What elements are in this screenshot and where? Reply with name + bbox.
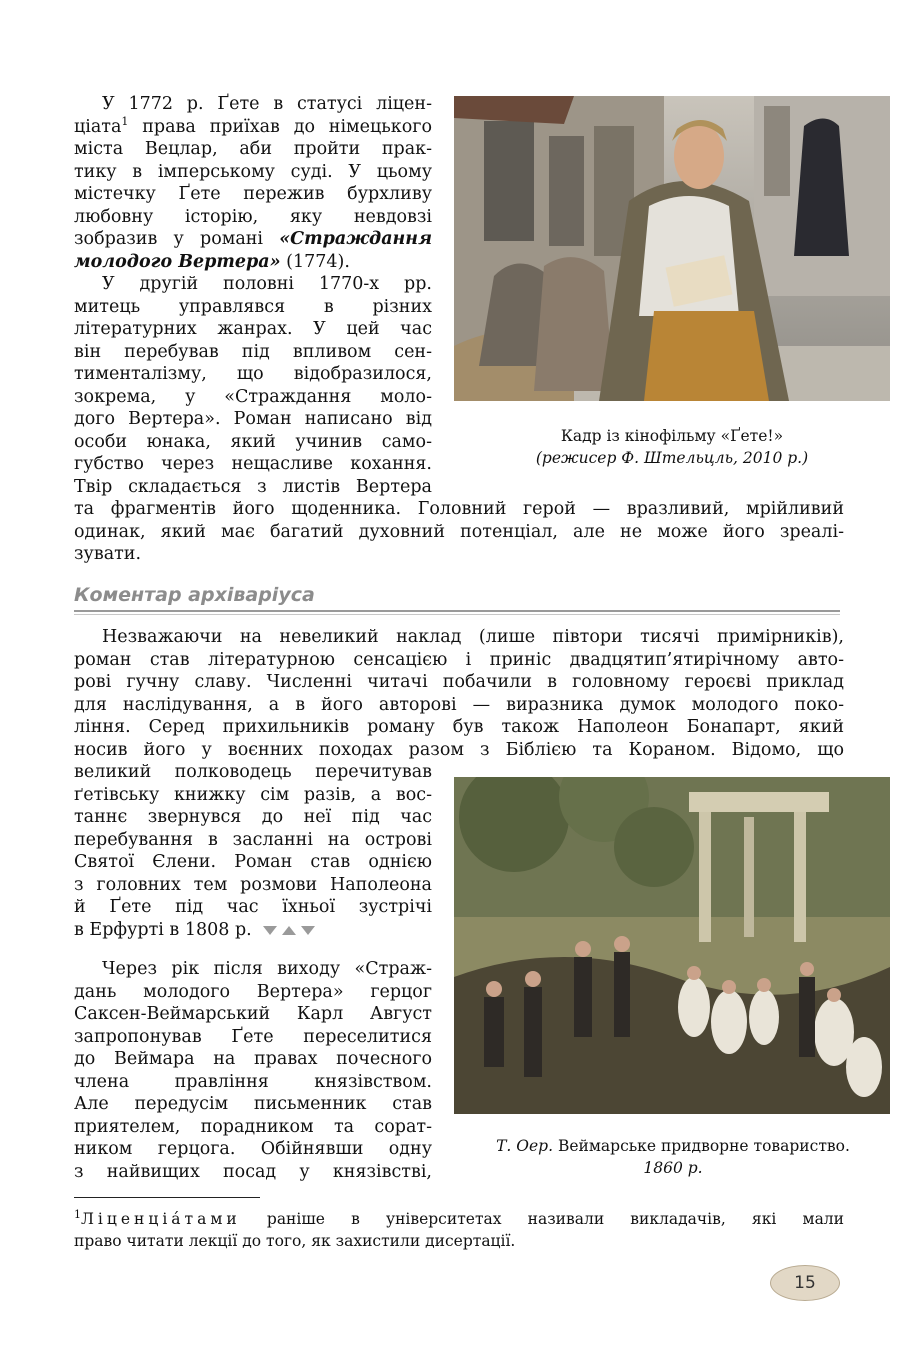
- text-line: тику в імперському суді. У цьому: [74, 161, 432, 182]
- caption-title: Кадр із кінофільму «Ґете!»: [560, 427, 784, 445]
- text-line: в Ерфурті в 1808 р.: [74, 919, 432, 942]
- text-line: члена правління князівством.: [74, 1071, 432, 1092]
- text-line: тименталізму, що відобразилося,: [74, 364, 432, 384]
- archivist-paragraph-narrow: [74, 761, 432, 941]
- section-heading: Коментар архіваріуса: [74, 584, 315, 606]
- text-line: зобразив у романі «Страждання: [74, 229, 432, 249]
- heading-rule-thin: [74, 614, 840, 615]
- text-line: літературних жанрах. У цей час: [74, 319, 432, 339]
- text-line: зокрема, у «Страждання моло-: [74, 386, 432, 407]
- text-line: з головних тем розмови Наполеона: [74, 874, 432, 895]
- section-end-triangles-icon: [263, 924, 315, 936]
- text-line: ником герцога. Обійнявши одну: [74, 1139, 432, 1159]
- heading-rule: [74, 610, 840, 612]
- text-line: рові гучну славу. Численні читачі побачили в головному героєві приклад: [74, 672, 844, 692]
- footnote: [74, 1208, 844, 1252]
- caption-title: Т. Оер. Веймарське придворне товариство.: [496, 1137, 850, 1155]
- archivist-paragraph: [74, 626, 844, 761]
- painting-caption: [456, 1135, 890, 1179]
- weimar-court-painting: [454, 777, 890, 1114]
- novel-title: молодого Вертера»: [74, 251, 281, 272]
- text-line: ґетівську книжку сім разів, а вос-: [74, 784, 432, 805]
- text-line: приятелем, порадником та сорат-: [74, 1116, 432, 1137]
- text-line: й Ґете під час їхньої зустрічі: [74, 897, 432, 917]
- text-line: губство через нещасливе кохання.: [74, 454, 432, 474]
- text-line: для наслідування, а в його авторові — виразника думок молодого поко-: [74, 694, 844, 715]
- text-line: великий полководець перечитував: [74, 762, 432, 782]
- text-line: містечку Ґете пережив бурхливу: [74, 184, 432, 204]
- text-line: одинак, який має багатий духовний потенціал, але не може його зреалі-: [74, 521, 844, 542]
- footnote-rule: [74, 1197, 260, 1198]
- page-number: 15: [770, 1265, 840, 1301]
- text-line: зувати.: [74, 544, 142, 564]
- text-line: носив його у воєнних походах разом з Біблією та Кораном. Відомо, що: [74, 739, 844, 760]
- weimar-paragraph: [74, 958, 432, 1183]
- text-line: митець управлявся в різних: [74, 296, 432, 317]
- text-line: він перебував під впливом сен-: [74, 341, 432, 362]
- text-line: Твір складається з листів Вертера: [74, 476, 432, 497]
- text-line: з найвищих посад у князівстві,: [74, 1161, 432, 1182]
- text-line: запропонував Ґете переселитися: [74, 1026, 432, 1047]
- text-line: ціата$^1$ права приїхав до німецького: [74, 114, 432, 137]
- text-line: У 1772 р. Ґете в статусі ліцен-: [102, 94, 432, 114]
- film-still-photo: [454, 96, 890, 401]
- text-line: ління. Серед прихильників роману був також Наполеон Бонапарт, який: [74, 717, 844, 737]
- caption-year: 1860 р.: [643, 1159, 703, 1177]
- footnote-mark[interactable]: 1: [121, 114, 129, 128]
- text-line: дого Вертера». Роман написано від: [74, 409, 432, 429]
- text-line: любовну історію, яку невдовзі: [74, 206, 432, 227]
- text-line: особи юнака, який учинив само-: [74, 431, 432, 452]
- text-line: роман став літературною сенсацією і приніс двадцятип’ятирічному авто-: [74, 649, 844, 670]
- text-line: Через рік після виходу «Страж-: [102, 959, 432, 979]
- text-line: міста Вецлар, аби пройти прак-: [74, 139, 432, 159]
- footnote-mark: 1: [74, 1207, 81, 1221]
- text-line: молодого Вертера» (1774).: [74, 251, 350, 272]
- intro-paragraph-full: [74, 498, 844, 566]
- text-line: таннє звернувся до неї під час: [74, 807, 432, 827]
- text-line: Але передусім письменник став: [74, 1094, 432, 1114]
- footnote-term: Ліценціáтами: [81, 1210, 241, 1228]
- novel-title: «Страждання: [279, 229, 432, 249]
- text-line: дань молодого Вертера» герцог: [74, 981, 432, 1002]
- text-line: перебування в засланні на острові: [74, 829, 432, 850]
- text-line: до Веймара на правах почесного: [74, 1049, 432, 1069]
- intro-paragraph: [74, 93, 432, 498]
- text-line: Святої Єлени. Роман став однією: [74, 852, 432, 872]
- text-line: У другій половні 1770-х рр.: [102, 274, 432, 294]
- text-line: Саксен-Веймарський Карл Август: [74, 1004, 432, 1024]
- text-line: та фрагментів його щоденника. Головний герой — вразливий, мрійливий: [74, 499, 844, 519]
- caption-credit: (режисер Ф. Штельцль, 2010 р.): [535, 449, 809, 467]
- footnote-line: $^1$Ліценціáтами раніше в університетах називали викладачів, які мали: [74, 1207, 844, 1228]
- footnote-line: право читати лекції до того, як захистили дисертації.: [74, 1232, 516, 1250]
- film-still-caption: [470, 425, 874, 469]
- text-line: Незважаючи на невеликий наклад (лише півтори тисячі примірників),: [102, 627, 844, 647]
